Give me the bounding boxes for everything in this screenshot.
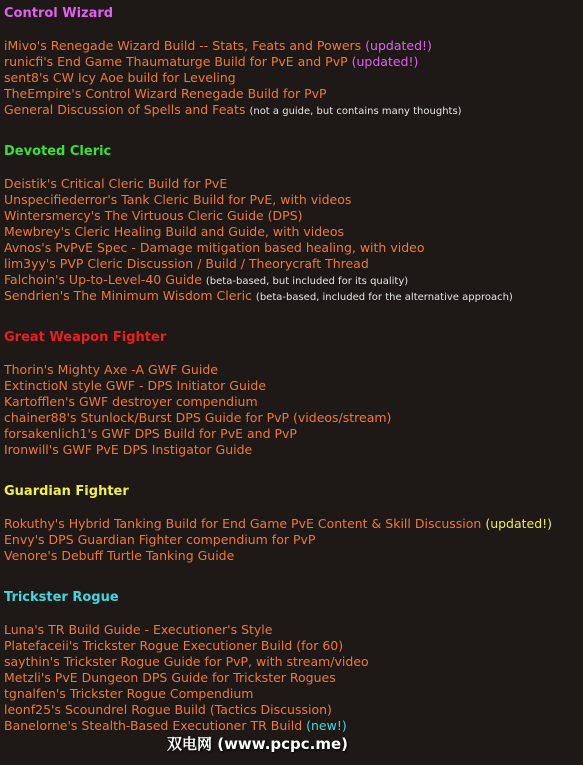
guide-list-item (4, 362, 583, 378)
guide-list-item (4, 516, 583, 532)
guide-link[interactable]: TheEmpire's Control Wizard Renegade Build for PvP (4, 86, 327, 101)
guide-link[interactable]: Envy's DPS Guardian Fighter compendium for PvP (4, 532, 316, 547)
guide-list-item (4, 208, 583, 224)
guide-link[interactable]: Metzli's PvE Dungeon DPS Guide for Trickster Rogues (4, 670, 336, 685)
guide-link[interactable]: Unspecifiederror's Tank Cleric Build for PvE, with videos (4, 192, 352, 207)
guide-list-item (4, 102, 583, 118)
watermark: 双电网 (www.pcpc.me) (167, 735, 349, 753)
guide-link[interactable]: Deistik's Critical Cleric Build for PvE (4, 176, 228, 191)
section-heading: Devoted Cleric (4, 144, 112, 159)
updated-badge: (new!) (306, 718, 347, 733)
updated-badge: (updated!) (485, 516, 553, 531)
guide-note: (not a guide, but contains many thoughts) (249, 106, 462, 117)
guide-link[interactable]: Sendrien's The Minimum Wisdom Cleric (4, 288, 252, 303)
section-great-weapon-fighter (4, 330, 583, 458)
updated-badge: (updated!) (351, 54, 419, 69)
guide-list-item (4, 638, 583, 654)
section-heading: Control Wizard (4, 6, 114, 21)
guide-list-item (4, 686, 583, 702)
guide-link[interactable]: Wintersmercy's The Virtuous Cleric Guide (DPS) (4, 208, 303, 223)
updated-badge: (updated!) (365, 38, 432, 53)
section-heading: Great Weapon Fighter (4, 330, 167, 345)
guide-link[interactable]: forsakenlich1's GWF DPS Build for PvE and PvP (4, 426, 297, 441)
section-control-wizard (4, 6, 583, 118)
guide-link[interactable]: Banelorne's Stealth-Based Executioner TR Build (4, 718, 303, 733)
guide-link[interactable]: ExtinctioN style GWF - DPS Initiator Guide (4, 378, 267, 393)
guide-link[interactable]: Mewbrey's Cleric Healing Build and Guide, with videos (4, 224, 345, 239)
guide-list-item (4, 442, 583, 458)
guide-list-item (4, 224, 583, 240)
guide-link[interactable]: iMivo's Renegade Wizard Build -- Stats, Feats and Powers (4, 38, 362, 53)
guide-link[interactable]: Platefaceii's Trickster Rogue Executioner Build (for 60) (4, 638, 344, 653)
guide-link[interactable]: tgnalfen's Trickster Rogue Compendium (4, 686, 254, 701)
guide-link[interactable]: Ironwill's GWF PvE DPS Instigator Guide (4, 442, 253, 457)
guide-link[interactable]: saythin's Trickster Rogue Guide for PvP, with stream/video (4, 654, 369, 669)
section-guardian-fighter (4, 484, 583, 564)
guide-list-item (4, 272, 583, 288)
guide-note: (beta-based, but included for its quality) (205, 276, 409, 287)
guide-list-item (4, 410, 583, 426)
guide-link[interactable]: lim3yy's PVP Cleric Discussion / Build / Theorycraft Thread (4, 256, 369, 271)
guide-note: (beta-based, included for the alternative approach) (255, 292, 513, 303)
guide-list-item (4, 394, 583, 410)
guide-list-item (4, 192, 583, 208)
guide-link[interactable]: Avnos's PvPvE Spec - Damage mitigation based healing, with video (4, 240, 425, 255)
section-devoted-cleric (4, 144, 583, 304)
guide-list-item (4, 548, 583, 564)
guide-list-item (4, 622, 583, 638)
guide-link[interactable]: Venore's Debuff Turtle Tanking Guide (4, 548, 235, 563)
guide-list-item (4, 288, 583, 304)
guide-list-item (4, 426, 583, 442)
guide-link[interactable]: chainer88's Stunlock/Burst DPS Guide for PvP (videos/stream) (4, 410, 392, 425)
guide-link[interactable]: Thorin's Mighty Axe -A GWF Guide (4, 362, 218, 377)
guide-link[interactable]: leonf25's Scoundrel Rogue Build (Tactics Discussion) (4, 702, 332, 717)
guide-list-item (4, 54, 583, 70)
guide-list-item (4, 176, 583, 192)
guide-list-item (4, 532, 583, 548)
guide-link[interactable]: Falchoin's Up-to-Level-40 Guide (4, 272, 202, 287)
guide-link[interactable]: runicfi's End Game Thaumaturge Build for PvE and PvP (4, 54, 348, 69)
guide-link[interactable]: General Discussion of Spells and Feats (4, 102, 246, 117)
guide-list-item (4, 670, 583, 686)
guide-list-item (4, 240, 583, 256)
guide-link[interactable]: Rokuthy's Hybrid Tanking Build for End Game PvE Content & Skill Discussion (4, 516, 482, 531)
guide-list-item (4, 70, 583, 86)
guide-list-item (4, 378, 583, 394)
guide-list-item (4, 38, 583, 54)
guide-list-item (4, 256, 583, 272)
guide-list-item (4, 86, 583, 102)
guide-link[interactable]: sent8's CW Icy Aoe build for Leveling (4, 70, 236, 85)
section-heading: Trickster Rogue (4, 590, 119, 605)
guide-list-item (4, 718, 583, 734)
guide-list-item (4, 654, 583, 670)
section-heading: Guardian Fighter (4, 484, 129, 499)
guide-list-item (4, 702, 583, 718)
guide-link[interactable]: Kartofflen's GWF destroyer compendium (4, 394, 258, 409)
guide-link[interactable]: Luna's TR Build Guide - Executioner's Style (4, 622, 273, 637)
section-trickster-rogue (4, 590, 583, 734)
